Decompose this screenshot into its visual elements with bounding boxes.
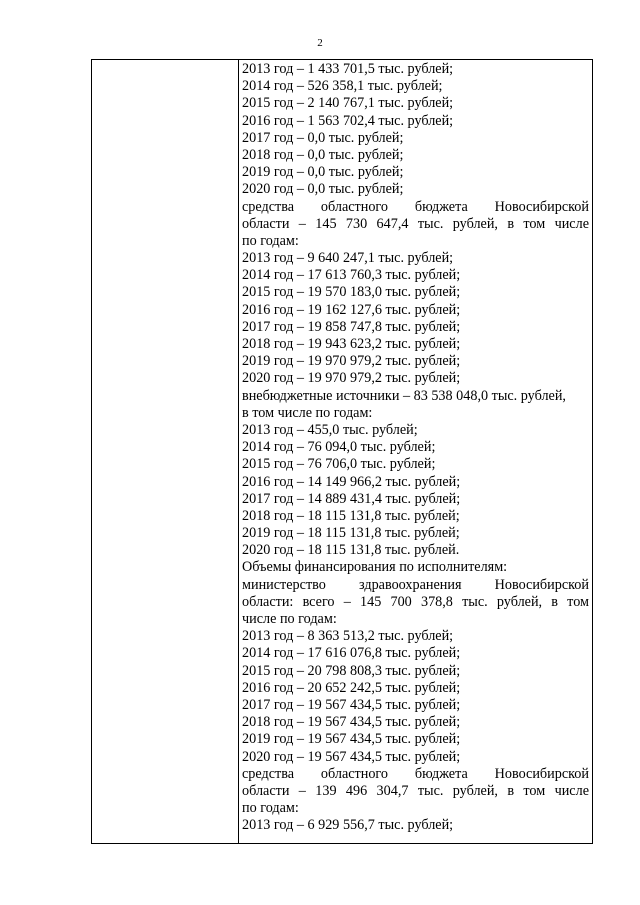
text-line: 2014 год – 526 358,1 тыс. рублей; [242, 78, 443, 95]
column-divider [238, 60, 239, 843]
text-line: 2018 год – 19 943 623,2 тыс. рублей; [242, 336, 461, 352]
text-line: 2017 год – 19 858 747,8 тыс. рублей; [242, 318, 461, 335]
funding-table [91, 59, 593, 844]
text-line: 2017 год – 0,0 тыс. рублей; [242, 129, 404, 146]
text-line: 2014 год – 76 094,0 тыс. рублей; [242, 439, 436, 456]
text-line: министерство здравоохранения Новосибирской [242, 576, 589, 593]
text-line: области: всего – 145 700 378,8 тыс. рублей, в том [242, 593, 589, 610]
text-line: 2020 год – 19 567 434,5 тыс. рублей; [242, 748, 461, 765]
text-line: 2015 год – 76 706,0 тыс. рублей; [242, 456, 436, 473]
text-line: числе по годам: [242, 611, 337, 627]
text-line: 2015 год – 19 570 183,0 тыс. рублей; [242, 284, 461, 301]
text-line: 2018 год – 18 115 131,8 тыс. рублей; [242, 507, 460, 524]
text-line: 2019 год – 19 970 979,2 тыс. рублей; [242, 353, 461, 370]
text-line: 2020 год – 0,0 тыс. рублей; [242, 181, 404, 198]
funding-cell [242, 61, 589, 834]
text-line: 2019 год – 0,0 тыс. рублей; [242, 164, 404, 181]
text-line: 2016 год – 19 162 127,6 тыс. рублей; [242, 301, 461, 318]
text-line: 2016 год – 20 652 242,5 тыс. рублей; [242, 679, 461, 696]
text-line: 2016 год – 1 563 702,4 тыс. рублей; [242, 112, 454, 129]
text-line: 2020 год – 18 115 131,8 тыс. рублей. [242, 542, 460, 559]
text-line: по годам: [242, 800, 299, 817]
text-line: 2013 год – 1 433 701,5 тыс. рублей; [242, 61, 454, 77]
text-line: 2014 год – 17 616 076,8 тыс. рублей; [242, 645, 461, 662]
text-line: 2014 год – 17 613 760,3 тыс. рублей; [242, 267, 461, 284]
page-number: 2 [317, 37, 323, 49]
text-line: области – 145 730 647,4 тыс. рублей, в том числе [242, 215, 589, 232]
text-line: 2017 год – 14 889 431,4 тыс. рублей; [242, 490, 461, 507]
text-line: 2013 год – 8 363 513,2 тыс. рублей; [242, 628, 454, 645]
text-line: 2018 год – 19 567 434,5 тыс. рублей; [242, 714, 461, 731]
text-line: по годам: [242, 232, 299, 249]
text-line: 2013 год – 9 640 247,1 тыс. рублей; [242, 250, 454, 267]
text-line: 2017 год – 19 567 434,5 тыс. рублей; [242, 696, 461, 713]
text-line: 2020 год – 19 970 979,2 тыс. рублей; [242, 370, 461, 387]
text-line: 2015 год – 2 140 767,1 тыс. рублей; [242, 95, 454, 112]
text-line: в том числе по годам: [242, 404, 373, 421]
text-line: 2016 год – 14 149 966,2 тыс. рублей; [242, 473, 461, 490]
text-line: 2019 год – 19 567 434,5 тыс. рублей; [242, 731, 461, 748]
text-line: 2013 год – 6 929 556,7 тыс. рублей; [242, 817, 454, 834]
text-line: средства областного бюджета Новосибирской [242, 198, 589, 215]
text-line: Объемы финансирования по исполнителям: [242, 559, 508, 576]
text-line: 2013 год – 455,0 тыс. рублей; [242, 421, 418, 438]
text-line: области – 139 496 304,7 тыс. рублей, в том числе [242, 782, 589, 799]
text-line: 2019 год – 18 115 131,8 тыс. рублей; [242, 525, 460, 542]
text-line: средства областного бюджета Новосибирской [242, 765, 589, 782]
text-line: 2018 год – 0,0 тыс. рублей; [242, 146, 404, 163]
text-line: 2015 год – 20 798 808,3 тыс. рублей; [242, 662, 461, 679]
text-line: внебюджетные источники – 83 538 048,0 тыс. рублей, [242, 387, 566, 404]
